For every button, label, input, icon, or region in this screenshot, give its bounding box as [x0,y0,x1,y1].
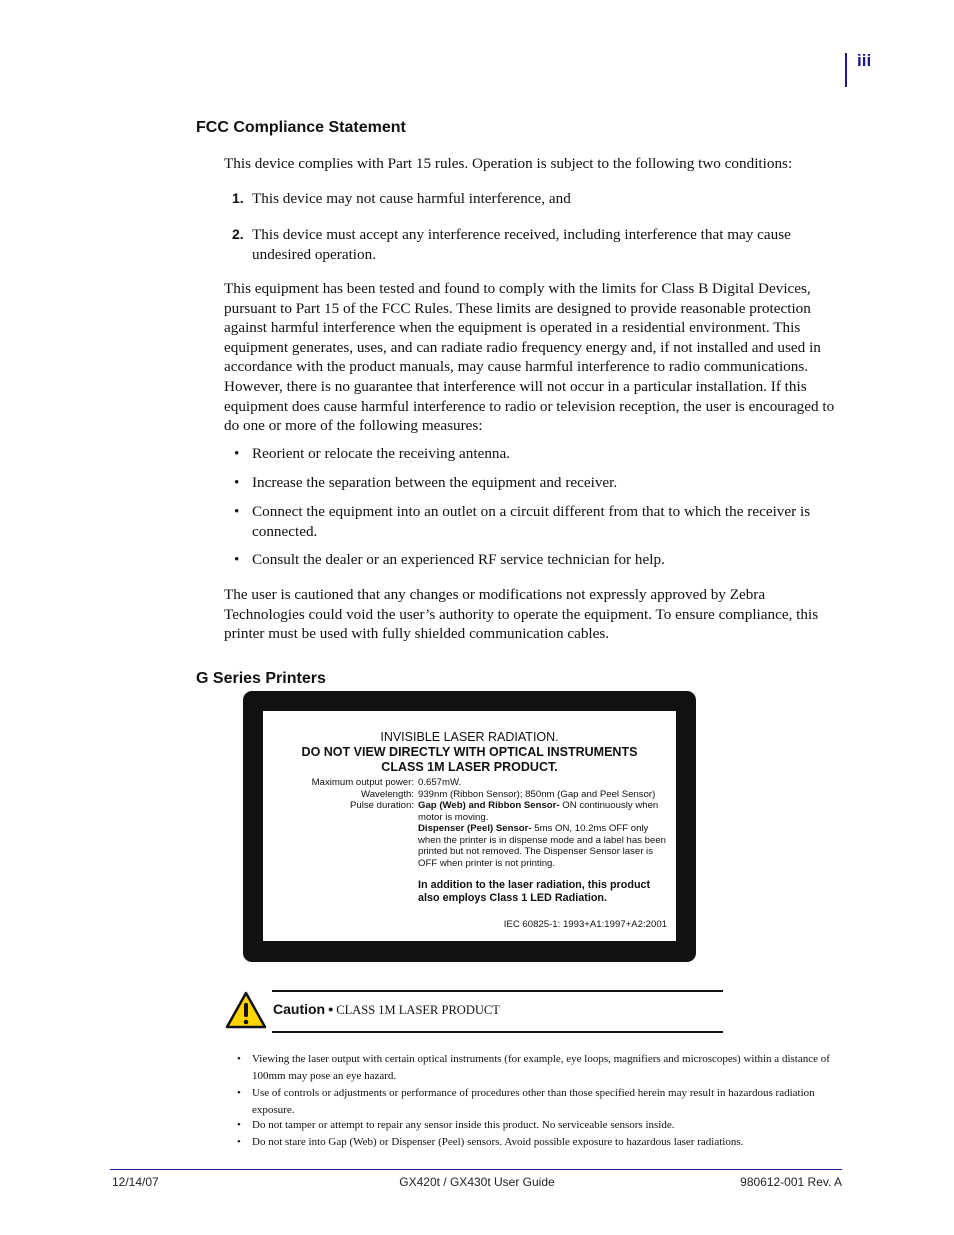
condition-item [232,189,842,209]
caution-rule-bottom [272,1031,723,1033]
measure-item [234,473,842,493]
fcc-paragraph-text: This equipment has been tested and found to comply with the limits for Class B Digital Devices, pursuant to Part 15 of the FCC Rules. These limits are designed to provide reasonable protection against harmful interference when the equipment is operated in a residential environment. This equipment generates, uses, and can radiate radio frequency energy and, if not installed and used in accordance with the product manuals, may cause harmful interference to radio communications. However, there is no guarantee that interference will not occur in a particular installation. If this equipment does cause harmful interference to radio or television reception, the user is encouraged to do one or more of the following measures: [224,280,835,435]
measure-text: Consult the dealer or an experienced RF service technician for help. [252,551,665,568]
condition-text: This device may not cause harmful interference, and [252,190,571,207]
condition-number: 2. [232,226,244,242]
fcc-heading: FCC Compliance Statement [196,119,406,136]
warning-item [237,1051,842,1085]
label-pulse-key: Pulse duration: [350,800,414,811]
fcc-caution-paragraph [224,585,840,644]
warning-item [237,1117,842,1134]
caution-rule-top [272,990,723,992]
fcc-paragraph [224,279,840,436]
label-max-output-key: Maximum output power: [311,777,414,788]
caution-text: CLASS 1M LASER PRODUCT [336,1003,500,1017]
measure-text: Reorient or relocate the receiving antenna. [252,445,511,462]
label-wavelength-key: Wavelength: [361,788,414,800]
measure-text: Connect the equipment into an outlet on a circuit different from that to which the receiver is connected. [252,503,811,540]
bullet-dot: • [234,445,240,462]
warning-text: Use of controls or adjustments or performance of procedures other than those specified herein may result in hazardous radiation exposure. [252,1087,815,1116]
label-title-2: DO NOT VIEW DIRECTLY WITH OPTICAL INSTRUMENTS [301,745,638,759]
warning-item [237,1085,842,1119]
label-pulse-gap [418,800,673,823]
bullet-dot: • [237,1053,241,1065]
measure-item [234,444,842,464]
bullet-dot: • [234,503,240,520]
fcc-caution-paragraph-text: The user is cautioned that any changes or modifications not expressly approved by Zebra Technologies could void the user’s authority to operate the equipment. To ensure compliance, this printer must be used with fully shielded communication cables. [224,586,819,643]
footer-date: 12/14/07 [112,1175,159,1189]
measure-item [234,550,842,570]
page-number-bar [845,53,847,87]
condition-number: 1. [232,190,244,206]
laser-warning-label [243,691,696,962]
footer-rule [110,1169,842,1170]
label-title-3: CLASS 1M LASER PRODUCT. [381,760,558,774]
fcc-intro [224,154,840,174]
warning-text: Do not stare into Gap (Web) or Dispenser (Peel) sensors. Avoid possible exposure to hazardous laser radiations. [252,1136,744,1148]
warning-item [237,1134,842,1151]
measure-text: Increase the separation between the equipment and receiver. [252,474,618,491]
footer-revision: 980612-001 Rev. A [740,1175,842,1189]
laser-label-panel [263,711,676,941]
caution-line [273,1001,500,1018]
label-pulse-dispenser [418,823,673,869]
label-title-1: INVISIBLE LASER RADIATION. [380,730,559,744]
bullet-dot: • [237,1119,241,1131]
bullet-dot: • [237,1136,241,1148]
page-number: iii [857,51,872,70]
bullet-dot: • [234,551,240,568]
bullet-dot: • [237,1087,241,1099]
label-pulse-gap-text: ON continuously when motor is moving. [418,800,659,823]
label-wavelength-value: 939nm (Ribbon Sensor); 850nm (Gap and Peel Sensor) [418,788,656,800]
warning-text: Viewing the laser output with certain optical instruments (for example, eye loops, magnifiers and microscopes) within a distance of 100mm may pose an eye hazard. [252,1053,830,1082]
warning-triangle-icon [225,991,267,1029]
footer-guide-title: GX420t / GX430t User Guide [399,1175,555,1189]
caution-word: Caution [273,1001,326,1017]
caution-separator: • [328,1001,334,1017]
label-additional-note: In addition to the laser radiation, this product also employs Class 1 LED Radiation. [418,879,651,904]
warning-text: Do not tamper or attempt to repair any sensor inside this product. No serviceable sensors inside. [252,1119,675,1131]
label-standard: IEC 60825-1: 1993+A1:1997+A2:2001 [503,919,667,930]
fcc-intro-text: This device complies with Part 15 rules. Operation is subject to the following two conditions: [224,155,793,172]
gseries-heading: G Series Printers [196,670,326,687]
label-pulse-disp-text: 5ms ON, 10.2ms OFF only when the printer is in dispense mode and a label has been printed but not removed. The Dispenser Sensor laser is OFF when printer is not printing. [418,823,667,869]
label-pulse-disp-bold: Dispenser (Peel) Sensor- [418,823,532,834]
measure-item [234,502,842,541]
label-pulse-gap-bold: Gap (Web) and Ribbon Sensor- [418,800,560,811]
bullet-dot: • [234,474,240,491]
label-max-output-value: 0.657mW. [418,777,462,788]
condition-text: This device must accept any interference received, including interference that may cause undesired operation. [252,226,791,263]
condition-item [232,225,842,264]
